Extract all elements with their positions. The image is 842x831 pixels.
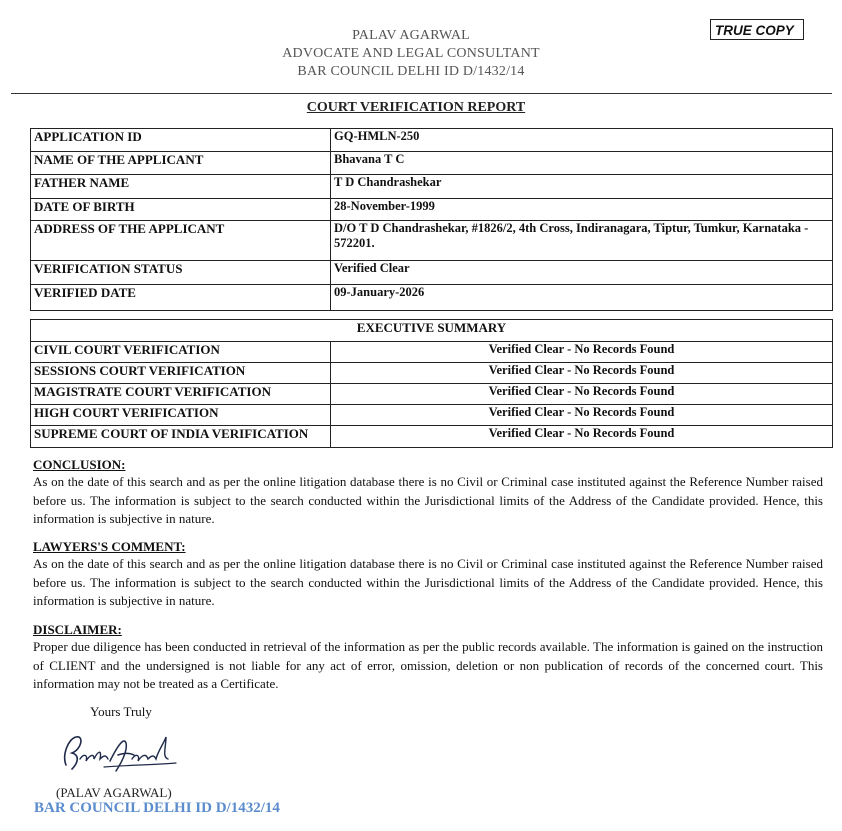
table-row — [31, 320, 833, 342]
header-divider — [11, 93, 832, 94]
lawyers-comment-text: As on the date of this search and as per the online litigation database there is no Civil or Criminal case instituted against the Reference Number raised before us. The information is subject to the search conducted within the Jurisdictional limits of the Address of the Candidate provided. Hence, this information is subjective in nature. — [33, 556, 823, 608]
lawyers-comment-heading: LAWYERS'S COMMENT: — [33, 539, 186, 554]
advocate-name: PALAV AGARWAL — [352, 28, 470, 43]
row-label: VERIFICATION STATUS — [31, 261, 331, 285]
row-label: ADDRESS OF THE APPLICANT — [31, 221, 331, 261]
table-row — [31, 261, 833, 285]
row-value: Verified Clear - No Records Found — [331, 363, 833, 384]
executive-summary-table — [30, 319, 833, 448]
conclusion-section — [33, 456, 823, 529]
row-value: T D Chandrashekar — [331, 175, 833, 199]
summary-heading: EXECUTIVE SUMMARY — [31, 320, 833, 342]
row-value: Verified Clear - No Records Found — [331, 342, 833, 363]
table-row — [31, 342, 833, 363]
row-value: GQ-HMLN-250 — [331, 129, 833, 152]
report-title: COURT VERIFICATION REPORT — [306, 100, 526, 115]
row-value: Verified Clear - No Records Found — [331, 426, 833, 448]
lawyers-comment-section — [33, 538, 823, 611]
row-value: Verified Clear — [331, 261, 833, 285]
row-value: D/O T D Chandrashekar, #1826/2, 4th Cross, Indiranagara, Tiptur, Tumkur, Karnataka - 572201. — [331, 221, 833, 261]
table-row — [31, 129, 833, 152]
disclaimer-text: Proper due diligence has been conducted in retrieval of the information as per the public records available. The information is gained on the instruction of CLIENT and the undersigned is not liable for any act of error, omission, deletion or non publication of records of the concerned court. This information may not be treated as a Certificate. — [33, 639, 823, 691]
row-label: SESSIONS COURT VERIFICATION — [31, 363, 331, 384]
row-label: DATE OF BIRTH — [31, 199, 331, 221]
table-row — [31, 199, 833, 221]
conclusion-heading: CONCLUSION: — [33, 457, 126, 472]
row-label: SUPREME COURT OF INDIA VERIFICATION — [31, 426, 331, 448]
row-label: FATHER NAME — [31, 175, 331, 199]
row-value: Bhavana T C — [331, 152, 833, 175]
row-label: CIVIL COURT VERIFICATION — [31, 342, 331, 363]
disclaimer-heading: DISCLAIMER: — [33, 622, 122, 637]
row-label: VERIFIED DATE — [31, 285, 331, 311]
row-label: MAGISTRATE COURT VERIFICATION — [31, 384, 331, 405]
table-row — [31, 426, 833, 448]
table-row — [31, 363, 833, 384]
table-row — [31, 405, 833, 426]
bar-council-id: BAR COUNCIL DELHI ID D/1432/14 — [297, 64, 525, 79]
row-value: Verified Clear - No Records Found — [331, 405, 833, 426]
disclaimer-section — [33, 621, 823, 694]
true-copy-stamp: TRUE COPY — [710, 19, 804, 40]
conclusion-text: As on the date of this search and as per the online litigation database there is no Civil or Criminal case instituted against the Reference Number raised before us. The information is subject to the search conducted within the Jurisdictional limits of the Address of the Candidate provided. Hence, this information is subjective in nature. — [33, 474, 823, 526]
signature-icon — [58, 725, 188, 777]
closing-text: Yours Truly — [90, 704, 152, 719]
row-value: 28-November-1999 — [331, 199, 833, 221]
row-label: HIGH COURT VERIFICATION — [31, 405, 331, 426]
table-row — [31, 285, 833, 311]
table-row — [31, 152, 833, 175]
footer-bar-council-id: BAR COUNCIL DELHI ID D/1432/14 — [34, 800, 280, 816]
applicant-details-table — [30, 128, 833, 311]
table-row — [31, 175, 833, 199]
row-label: APPLICATION ID — [31, 129, 331, 152]
row-value: 09-January-2026 — [331, 285, 833, 311]
row-label: NAME OF THE APPLICANT — [31, 152, 331, 175]
table-row — [31, 384, 833, 405]
advocate-title: ADVOCATE AND LEGAL CONSULTANT — [282, 46, 540, 61]
row-value: Verified Clear - No Records Found — [331, 384, 833, 405]
signatory-name: (PALAV AGARWAL) — [56, 785, 172, 800]
table-row — [31, 221, 833, 261]
